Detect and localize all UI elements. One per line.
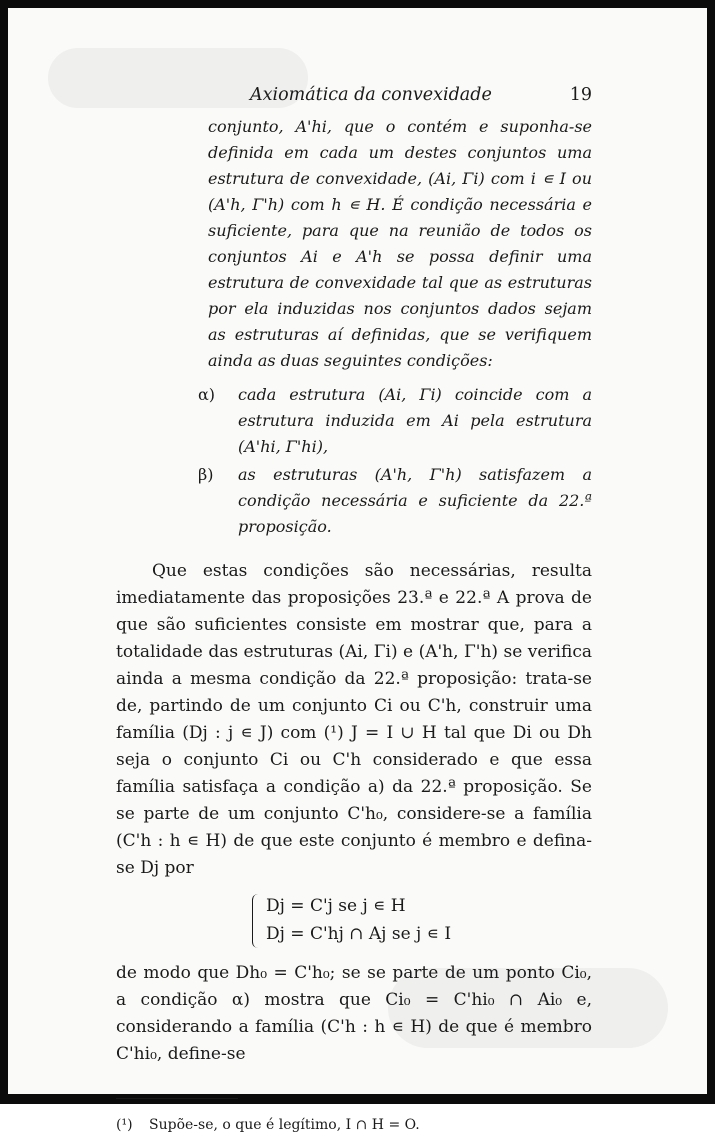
condition-beta	[198, 462, 592, 540]
page-content	[116, 80, 592, 1135]
proposition-statement	[208, 114, 592, 374]
condition-marker: β)	[198, 465, 214, 484]
page-header	[116, 80, 592, 114]
condition-marker: α)	[198, 385, 216, 404]
conditions-list	[198, 382, 592, 540]
footnote-divider	[116, 1098, 238, 1099]
equation: Dj = C'hj ∩ Aj se j ∊ I	[266, 924, 452, 944]
body-text	[116, 558, 592, 1068]
paragraph: Que estas condições são necessárias, resulta imediatamente das proposições 23.ª e 22.ª A prova de que são suficientes consiste em mostrar que, para a totalidade das estruturas (Ai, Γi) e (A'h, Γ'h) se verifica ainda a mesma condição da 22.ª proposição: trata-se de, partindo de um conjunto Ci ou C'h, construir uma família (Dj : j ∊ J) com (¹) J = I ∪ H tal que Di ou Dh seja o conjunto Ci ou C'h considerado e que essa família satisfaça a condição a) da 22.ª proposição. Se se parte de um conjunto C'h₀, considere-se a família (C'h : h ∊ H) de que este conjunto é membro e defina-se Dj por	[116, 561, 592, 878]
condition-text: as estruturas (A'h, Γ'h) satisfazem a condição necessária e suficiente da 22.ª proposição.	[238, 465, 592, 536]
proposition-text: conjunto, A'hi, que o contém e suponha-se definida em cada um destes conjuntos uma estrutura de convexidade, (Ai, Γi) com i ∊ I ou (A'h, Γ'h) com h ∊ H. É condição necessária e suficiente, para que na reunião de todos os conjuntos Ai e A'h se possa definir uma estrutura de convexidade tal que as estruturas por ela induzidas nos conjuntos dados sejam as estruturas aí definidas, que se verifiquem ainda as duas seguintes condições:	[208, 117, 592, 370]
equation-system	[252, 892, 592, 950]
footnote-text: Supõe-se, o que é legítimo, I ∩ H = O.	[149, 1117, 420, 1133]
page-number: 19	[569, 85, 592, 105]
equation: Dj = C'j se j ∊ H	[266, 896, 406, 916]
running-title: Axiomática da convexidade	[250, 85, 492, 105]
paragraph: de modo que Dh₀ = C'h₀; se se parte de um ponto Ci₀, a condição α) mostra que Ci₀ = C'hi₀ ∩ Ai₀ e, considerando a família (C'h : h ∊ H) de que é membro C'hi₀, define-se	[116, 963, 592, 1064]
condition-alpha	[198, 382, 592, 460]
footnote-mark: (¹)	[116, 1117, 133, 1133]
condition-text: cada estrutura (Ai, Γi) coincide com a estrutura induzida em Ai pela estrutura (A'hi, Γ'hi),	[238, 385, 592, 456]
footnote	[116, 1115, 592, 1135]
left-brace-icon	[252, 894, 261, 948]
